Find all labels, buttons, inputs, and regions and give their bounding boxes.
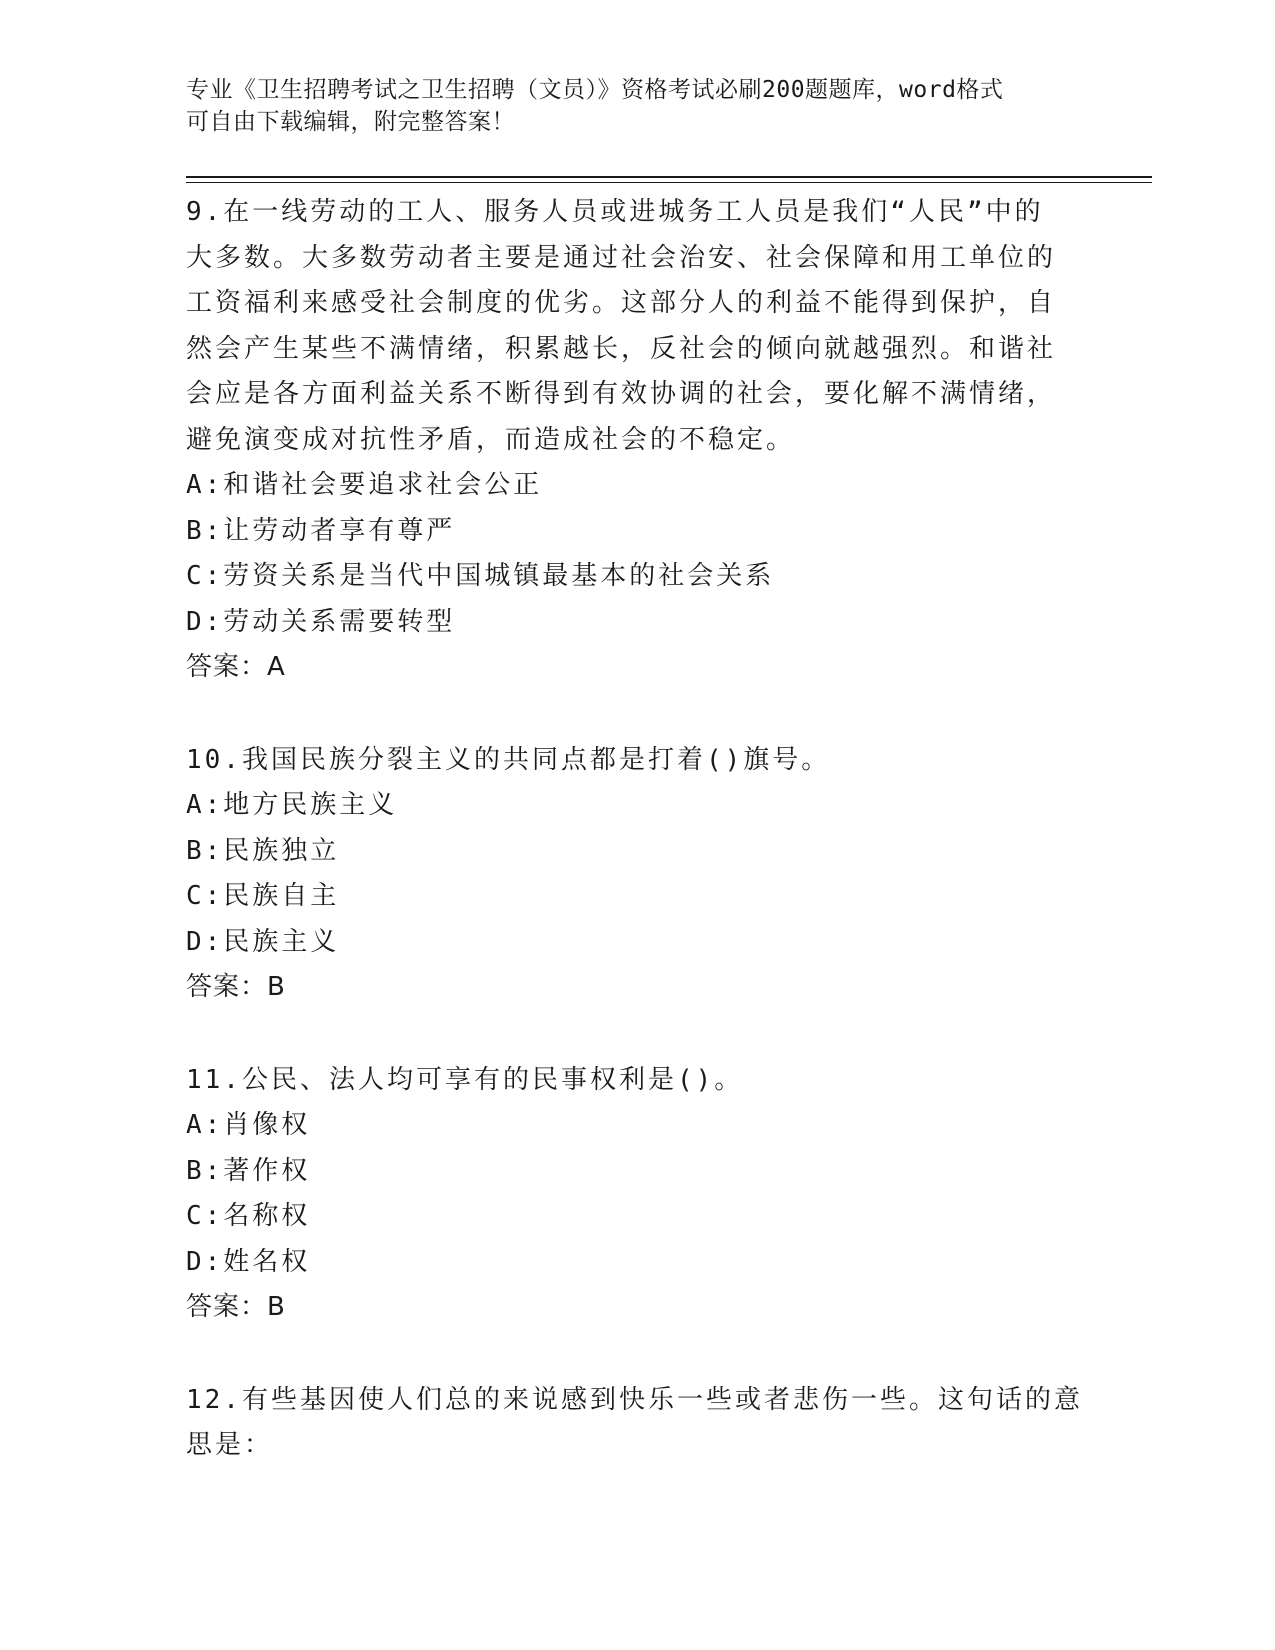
question-stem-line: 11.公民、法人均可享有的民事权利是()。 xyxy=(186,1064,744,1095)
header-line-2: 可自由下载编辑，附完整答案！ xyxy=(186,109,515,135)
option-b: B:让劳动者享有尊严 xyxy=(186,515,456,546)
document-header xyxy=(186,74,1066,138)
question-stem-line: 12.有些基因使人们总的来说感到快乐一些或者悲伤一些。这句话的意 xyxy=(186,1384,1083,1415)
question-spacer xyxy=(186,1331,1086,1378)
question-10 xyxy=(186,738,1086,1011)
option-c: C:民族自主 xyxy=(186,881,340,911)
header-divider-thick xyxy=(186,176,1152,178)
option-d: D:民族主义 xyxy=(186,926,340,957)
option-a: A:地方民族主义 xyxy=(186,790,398,820)
question-stem-line: 9.在一线劳动的工人、服务人员或进城务工人员是我们“人民”中的 xyxy=(186,197,1044,227)
header-divider-thin xyxy=(186,182,1152,183)
question-11 xyxy=(186,1058,1086,1331)
option-c: C:名称权 xyxy=(186,1201,311,1231)
option-b: B:著作权 xyxy=(186,1155,311,1186)
question-12 xyxy=(186,1378,1086,1469)
question-list xyxy=(186,190,1086,1469)
option-a: A:和谐社会要追求社会公正 xyxy=(186,470,543,500)
answer-line: 答案：B xyxy=(186,1292,286,1322)
question-stem-line: 大多数。大多数劳动者主要是通过社会治安、社会保障和用工单位的 xyxy=(186,242,1057,273)
header-line-1: 专业《卫生招聘考试之卫生招聘（文员）》资格考试必刷200题题库，word格式 xyxy=(186,77,1004,103)
question-stem-line: 然会产生某些不满情绪，积累越长，反社会的倾向就越强烈。和谐社 xyxy=(186,333,1057,364)
answer-line: 答案：B xyxy=(186,972,286,1002)
question-stem-line: 10.我国民族分裂主义的共同点都是打着()旗号。 xyxy=(186,744,831,775)
option-b: B:民族独立 xyxy=(186,835,340,866)
question-9 xyxy=(186,190,1086,691)
option-c: C:劳资关系是当代中国城镇最基本的社会关系 xyxy=(186,561,775,591)
question-stem-line: 会应是各方面利益关系不断得到有效协调的社会，要化解不满情绪， xyxy=(186,379,1057,409)
option-d: D:劳动关系需要转型 xyxy=(186,606,456,637)
question-stem-line: 工资福利来感受社会制度的优劣。这部分人的利益不能得到保护，自 xyxy=(186,288,1057,318)
question-stem-line: 思是： xyxy=(186,1430,274,1460)
question-stem-line: 避免演变成对抗性矛盾，而造成社会的不稳定。 xyxy=(186,424,796,455)
option-d: D:姓名权 xyxy=(186,1246,311,1277)
question-spacer xyxy=(186,1011,1086,1058)
option-a: A:肖像权 xyxy=(186,1110,311,1140)
answer-line: 答案：A xyxy=(186,652,286,682)
question-spacer xyxy=(186,691,1086,738)
